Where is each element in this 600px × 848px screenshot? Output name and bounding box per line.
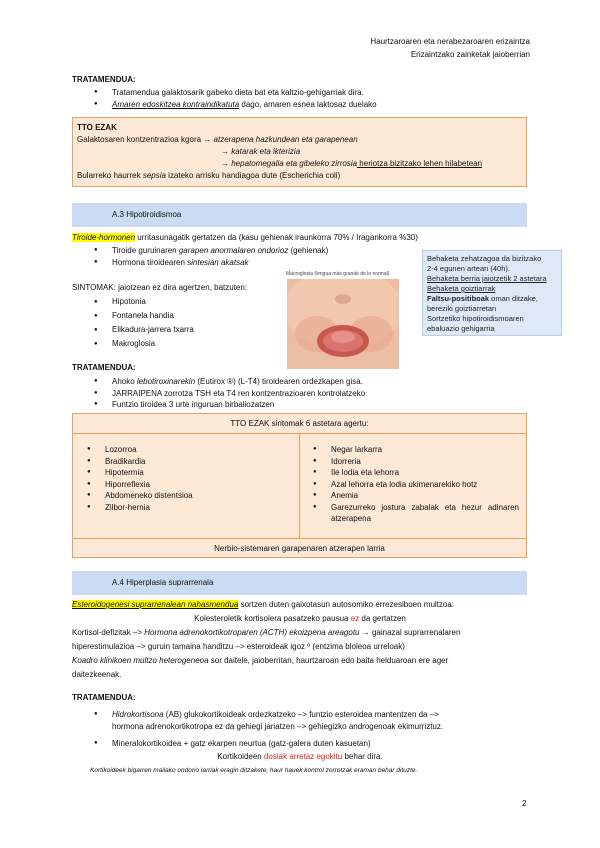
list-item: ● Fontanela handia [90, 309, 270, 323]
note-line: Behaketa zehatzagoa da bizitzako [427, 254, 542, 263]
hiper-definition: Esteroidogenesi suprarrenalean nahasmendua sortzen duten gaixotasun autosomiko errezesiboen multzoa: [72, 600, 455, 609]
macroglossia-photo [287, 279, 399, 369]
table-left-column [83, 444, 293, 513]
list-item: ● Ile lodia eta lehorra [309, 467, 519, 479]
tto-ezak-box [72, 117, 527, 187]
table-right-column [309, 444, 519, 525]
table-footer: Nerbio-sistemaren garapenaren atzerapen larria [73, 538, 526, 558]
tratamendua-list [90, 376, 530, 411]
sintomak-heading: SINTOMAK: jaiotzean ez dira agertzen, batzuten: [72, 283, 248, 292]
box-line: → katarak eta ikterizia [221, 147, 301, 156]
list-item: ● Hidrokortisona (AB) glukokortikoideak ordezkatzeko –> funtzio esteroidea mantentzen da –> [90, 708, 530, 721]
list-item: ● Tratamendua galaktosarik gabeko dieta bat eta kaltzio-gehigarriak dira. [90, 87, 530, 99]
hiper-line: Koadro klinikoen multzo heterogeneoa sor daitele, jaioberritan, haurtzaroan edo baita helduaroan ere ager [72, 656, 449, 665]
list-item: ● Negar larkarra [309, 444, 519, 456]
image-caption: Macroglosia (lengua más grande de lo normal) [286, 271, 390, 277]
note-line: Faltsu-positiboak oman ditzake, [427, 294, 538, 303]
note-line: ebaluazio gehigarria [427, 324, 495, 333]
kortikoide-note: Kortikoideen dosiak arretaz egokitu behar dira. [217, 752, 383, 761]
list-item: ● Hiporreflexia [83, 479, 293, 491]
note-line: Sortzetiko hipotiroidismoaren [427, 314, 524, 323]
tiroide-causes [90, 245, 410, 268]
tto-ezak-table [72, 413, 527, 558]
list-item: ● Ahoko lebotiroxinarekin (Eutirox ®) (L-T4) tiroidearen ordezkapen gisa. [90, 376, 530, 388]
list-item: ● Abdomeneko distentsioa [83, 490, 293, 502]
screening-note [422, 250, 562, 336]
list-item: ● Tiroide guruinaren garapen anormalaren ondorioz (gehienak) [90, 245, 410, 257]
list-item: ● Hipotonia [90, 295, 270, 309]
hiper-line: hiperestimulazioa –> guruin tamaina handitzu –> esteroideak igoz º (entzima bloleoa urreloak) [72, 642, 405, 651]
list-item: ● Makroglosia [90, 337, 270, 351]
list-item: ● Elikadura-jarrera txarra [90, 323, 270, 337]
tratamendua-heading: TRATAMENDUA: [72, 363, 136, 372]
hiper-line: Kortisol-defizitak –> Hormona adrenokortikotroparen (ACTH) ekoizpena areagotu → gainazal suprarrenalaren [72, 628, 461, 637]
hiper-line: Kolesteroletik kortisolera pasatzeko pausua ez da gertatzen [194, 614, 406, 623]
section-header-a3 [72, 203, 527, 227]
note-line: 2-4 egunen artean (40h). [427, 264, 510, 273]
box-line: → hepatomegalia eta gibeleko zirrosia heriotza bizitzako lehen hilabetean [221, 159, 483, 168]
table-divider [299, 434, 300, 538]
section-title: A.4 Hiperplasia suprarrenala [112, 578, 214, 587]
list-item: ● Funtzio tiroidea 3 urte inguruan birbaliozatzen [90, 399, 530, 411]
list-item: ● Zilbor-hernia [83, 502, 293, 514]
tratamendua-list [90, 708, 530, 721]
footnote: Kortikoideek bigarren mailako ondorio larriak eragin ditzakete, haur hauek kontrol zorrotzak eraman behar dituzte. [90, 767, 418, 774]
list-item: ● Mineralokortikoidea + gatz ekarpen neurtua (gatz-galera duten kasuetan) [90, 737, 530, 750]
section-title: A.3 Hipotiroidismoa [112, 210, 182, 219]
hiper-line: daitezkeenak. [72, 670, 122, 679]
list-item: ● Lozorroa [83, 444, 293, 456]
list-item-continuation: hormona adrenokortikotropa ez da gehiegi jariatzen –> gehiegizko androgenoak ekimurriztuz. [112, 722, 444, 731]
list-item: ● Azal lehorra eta lodia ukimenarekiko hotz [309, 479, 519, 491]
box-line: Bularreko haurrek sepsia izateko arrisku handiagoa dute (Escherichia coli) [77, 171, 341, 180]
list-item: ● Bradikardia [83, 456, 293, 468]
section-header-a4 [72, 571, 527, 595]
list-item: ● Hormona tiroidearen sintesian akatsak [90, 257, 410, 269]
tratamendua-heading: TRATAMENDUA: [72, 693, 136, 702]
tiroide-definition: Tiroide-hormonen urritasunagatik gertatzen da (kasu gehienak iraunkorra 70% / Iragankorra %30) [72, 233, 418, 242]
list-item: ● JARRAIPENA zorrotza TSH eta T4 ren kontzentrazioaren kontrolatzeko [90, 388, 530, 400]
sintomak-list [90, 295, 270, 351]
tratamendua-list [90, 87, 530, 110]
list-item: ● Anemia [309, 490, 519, 502]
header-course: Haurtzaroaren eta nerabezaroaren erizaintza [370, 37, 530, 46]
list-item: ● Amaren edoskitzea kontraindikatuta dago, amaren esnea laktosaz duelako [90, 99, 530, 111]
note-line: Behaketa berria jaiotzetik 2 astetara [427, 274, 547, 283]
box-title: TTO EZAK [77, 123, 117, 132]
page-number: 2 [522, 799, 527, 808]
tratamendua-heading: TRATAMENDUA: [72, 75, 136, 84]
tratamendua-list [90, 737, 530, 750]
table-header: TTO EZAK sintomak 6 astetara agertu: [73, 414, 526, 434]
list-item: ● Garezurreko jostura zabalak eta hezur adinaren atzerapena [309, 502, 519, 525]
list-item: ● Hipotermia [83, 467, 293, 479]
note-line: Behaketa goiztiarrak [427, 284, 496, 293]
header-subtitle: Erizaintzako zainketak jaioberrian [410, 50, 530, 59]
box-line: Galaktosaren kontzentrazioa kgora → atzerapena hazkundean eta garapenean [77, 135, 358, 144]
list-item: ● Idorreria [309, 456, 519, 468]
note-line: bereziki goiztiarretan [427, 304, 497, 313]
